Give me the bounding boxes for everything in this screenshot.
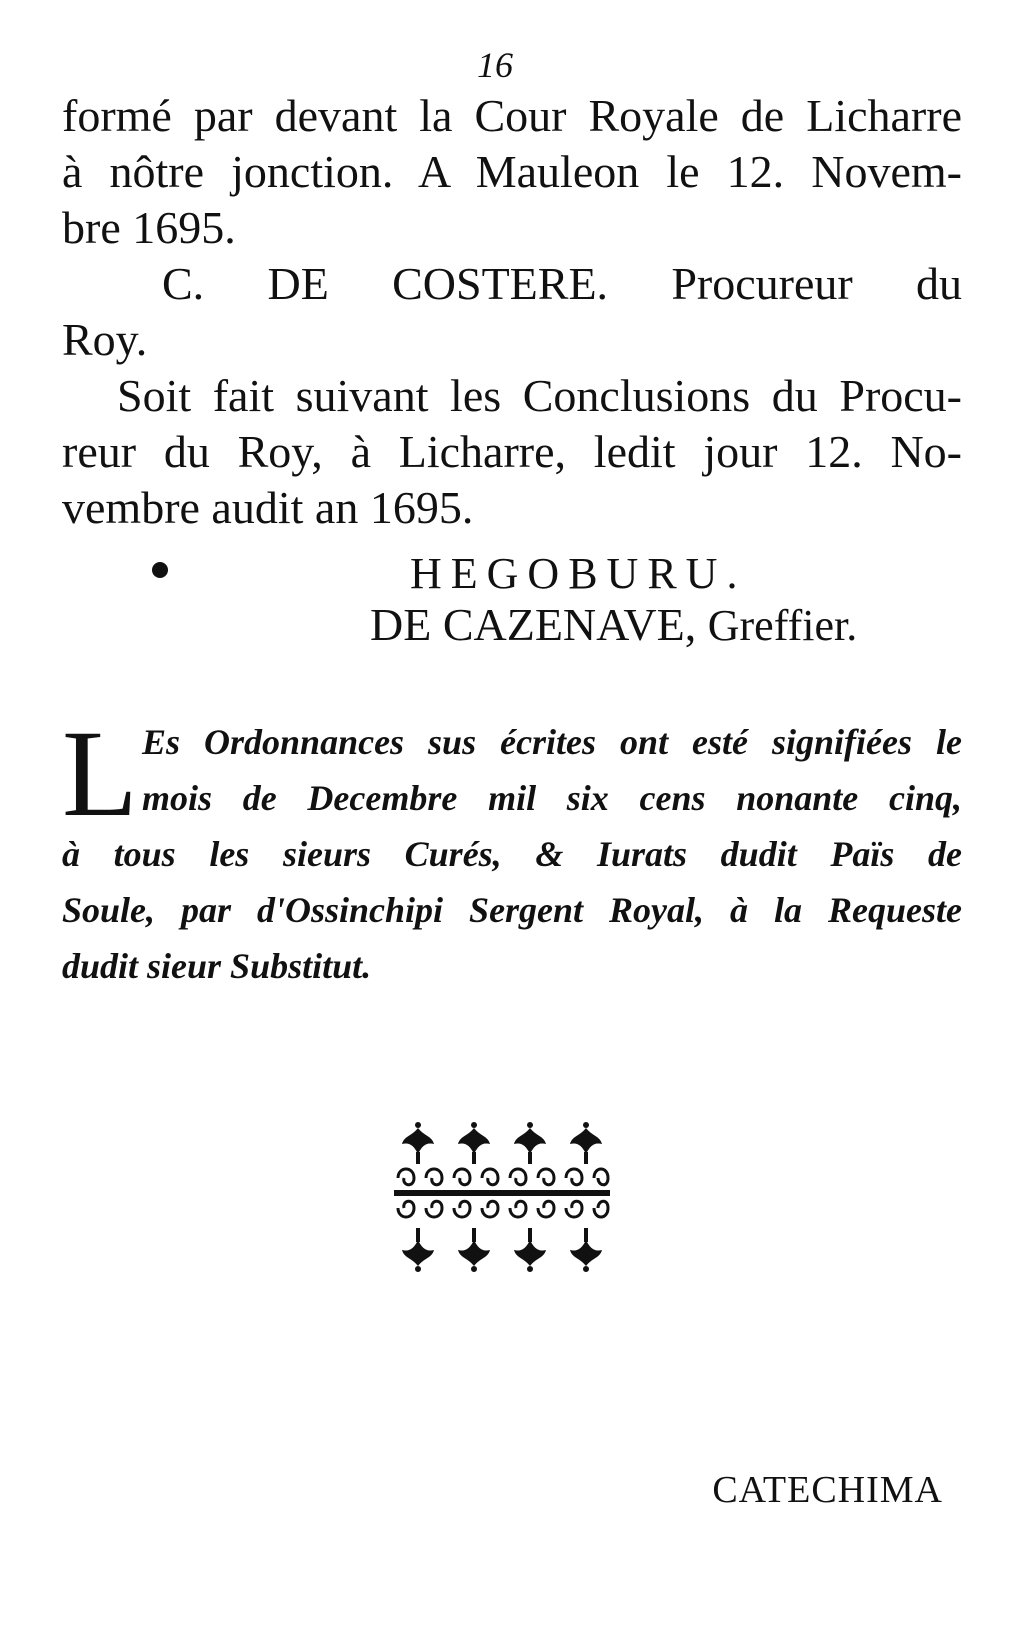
text-line: bre 1695. (62, 202, 236, 253)
text-line: reur du Roy, à Licharre, ledit jour 12. No- (62, 426, 962, 477)
signature-cazenave (370, 598, 857, 651)
italic-line: dudit sieur Substitut. (62, 946, 372, 986)
italic-notice (62, 705, 962, 994)
text-line: vembre audit an 1695. (62, 482, 474, 533)
catchword: CATECHIMA (712, 1469, 943, 1511)
drop-cap: L (62, 705, 138, 842)
fleuron-ornament-icon (392, 1122, 612, 1272)
signature-continuation: Roy. (62, 314, 148, 365)
main-text (62, 88, 962, 536)
italic-line: à tous les sieurs Curés, & Iurats dudit Païs de (62, 834, 962, 874)
italic-line: Es Ordonnances sus écrites ont esté signifiées le (142, 722, 962, 762)
signature-costere: C. DE COSTERE. Procureur du (162, 258, 962, 309)
signature-hegoburu: HEGOBURU. (410, 549, 747, 598)
italic-line: mois de Decembre mil six cens nonante cinq, (142, 778, 962, 818)
signature-role: Greffier. (707, 601, 858, 650)
text-line: formé par devant la Cour Royale de Licharre (62, 90, 962, 141)
signature-name: DE CAZENAVE, (370, 599, 697, 650)
text-line: à nôtre jonction. A Mauleon le 12. Novem- (62, 146, 962, 197)
italic-line: Soule, par d'Ossinchipi Sergent Royal, à la Requeste (62, 890, 962, 930)
text-line: Soit fait suivant les Conclusions du Procu- (117, 370, 962, 421)
page-number: 16 (477, 45, 513, 85)
printer-mark-icon (152, 562, 168, 578)
